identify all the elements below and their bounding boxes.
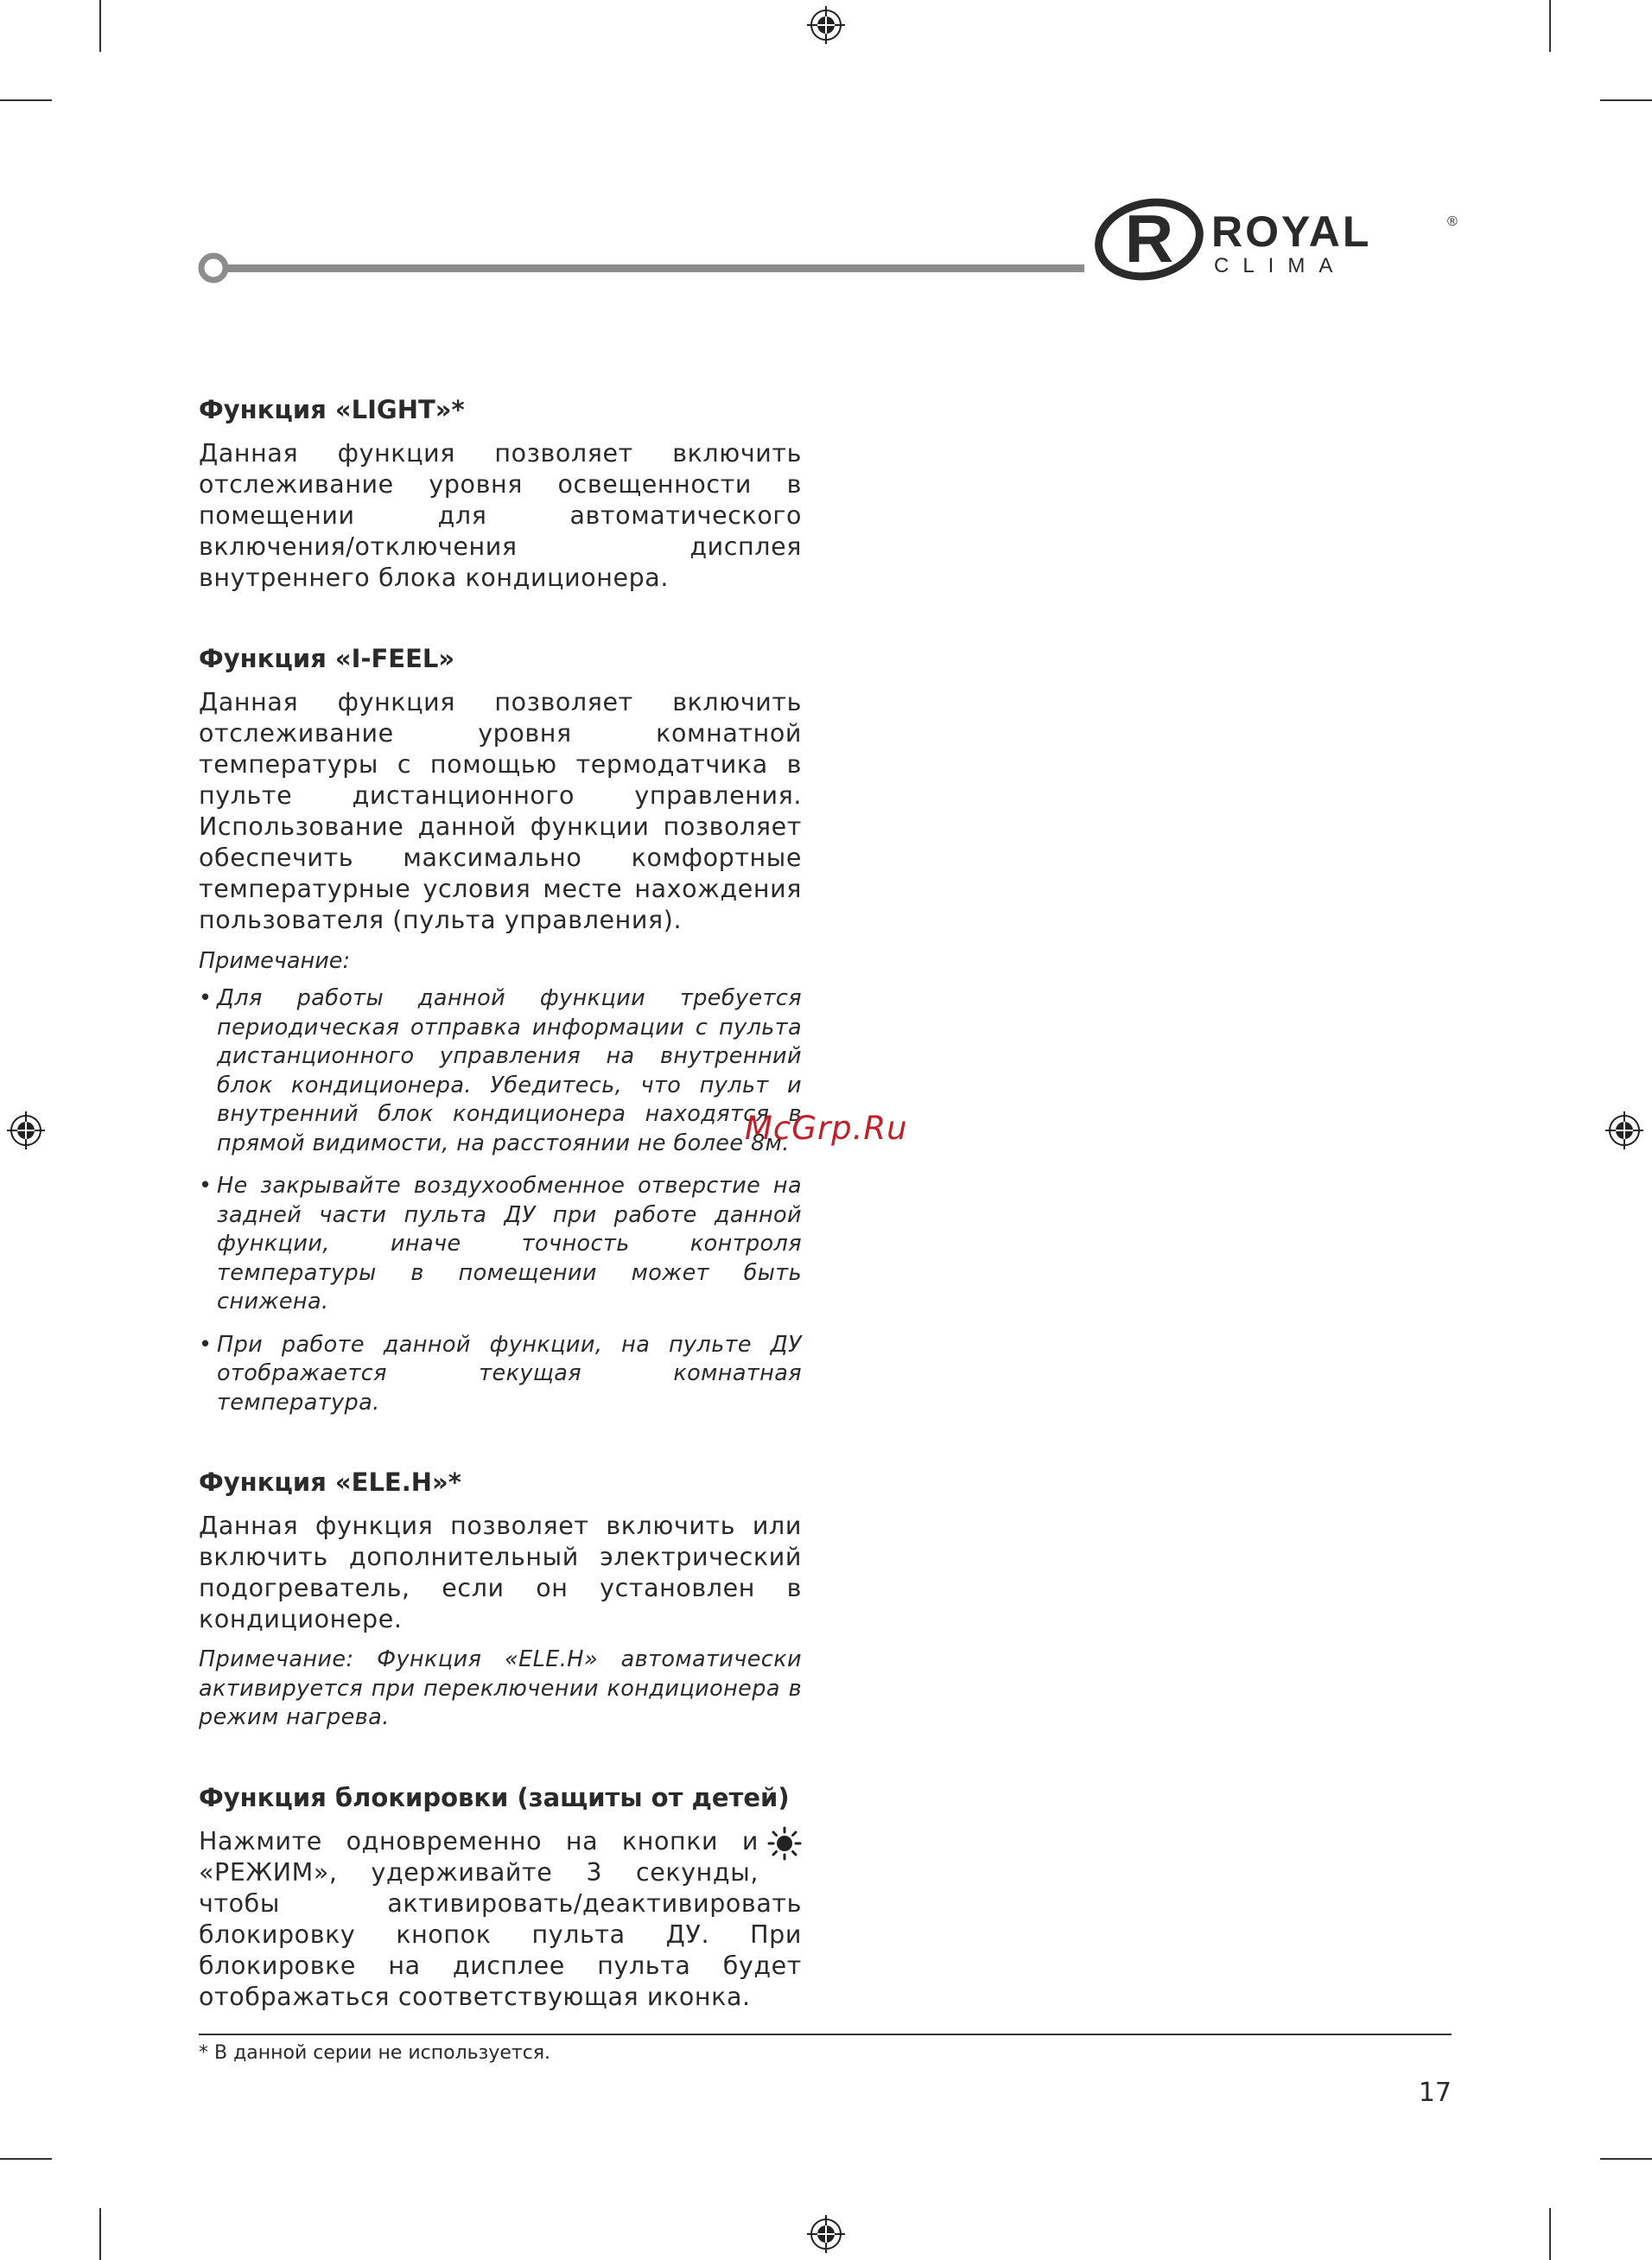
registration-mark-icon	[807, 2215, 845, 2253]
page-number: 17	[1418, 2078, 1452, 2108]
logo-subname: CLIMA	[1214, 254, 1347, 277]
crop-mark	[0, 99, 52, 101]
section-text: Данная функция позволяет включить или включить дополнительный электрический подогреватель, если он установлен в кондиционере.	[199, 1512, 802, 1633]
footnote: * В данной серии не используется.	[199, 2042, 551, 2064]
lock-text-start: Нажмите одновременно на кнопки	[199, 1826, 719, 1856]
lock-text-end: и «РЕЖИМ», удерживайте 3 секунды, чтобы активировать/деактивировать блокировку кнопок пульта ДУ. При блокировке на дисплее пульта будет отображаться соответствующая иконка.	[199, 1826, 802, 2011]
list-item: • Для работы данной функции требуется периодическая отправка информации с пульта дистанционного управления на внутренний блок кондиционера. Убедитесь, что пульт и внутренний блок кондиционера находятся в прямой видимости, на расстоянии не более 8м.	[199, 984, 802, 1158]
list-item: • Не закрывайте воздухообменное отверстие на задней части пульта ДУ при работе данной функции, иначе точность контроля температуры в помещении может быть снижена.	[199, 1172, 802, 1317]
section-text: Данная функция позволяет включить отслеживание уровня освещенности в помещении для автоматического включения/отключения дисплея внутреннего блока кондиционера.	[199, 439, 802, 592]
section-text: Данная функция позволяет включить отслеживание уровня комнатной температуры с помощью термодатчика в пульте дистанционного управления. Использование данной функции позволяет обеспечить максимально комфортные температурные условия месте нахождения пользователя (пульта управления).	[199, 688, 802, 934]
registration-mark-icon	[807, 6, 845, 44]
crop-mark	[1600, 2158, 1652, 2160]
sun-icon	[767, 1826, 802, 1861]
brand-logo	[1093, 194, 1465, 281]
section-heading: Функция «I-FEEL»	[199, 644, 455, 673]
note-label: Примечание:	[199, 948, 351, 974]
crop-mark	[0, 2158, 52, 2160]
section-heading: Функция «LIGHT»*	[199, 395, 465, 424]
crop-mark	[99, 2208, 101, 2260]
crop-mark	[1549, 2208, 1551, 2260]
section-eleh	[199, 1466, 802, 1733]
note-list	[199, 984, 802, 1417]
crop-mark	[99, 0, 101, 52]
logo-registered: ®	[1447, 214, 1458, 229]
header-rule	[194, 252, 1084, 283]
watermark: McGrp.Ru	[745, 1110, 908, 1147]
logo-letter: R	[1124, 201, 1174, 277]
list-item: • При работе данной функции, на пульте ДУ отображается текущая комнатная температура.	[199, 1331, 802, 1418]
section-ifeel	[199, 642, 802, 1417]
section-heading: Функция «ELE.H»*	[199, 1467, 461, 1497]
content-column	[199, 393, 802, 2013]
registration-mark-icon	[1605, 1111, 1643, 1149]
crop-mark	[1600, 99, 1652, 101]
section-light	[199, 393, 802, 594]
crop-mark	[1549, 0, 1551, 52]
registration-mark-icon	[7, 1111, 45, 1149]
section-note: Примечание: Функция «ELE.H» автоматически активируется при переключении кондиционера в режим нагрева.	[199, 1646, 802, 1730]
section-heading: Функция блокировки (защиты от детей)	[199, 1782, 790, 1812]
section-text	[199, 1826, 802, 2013]
logo-name: ROYAL	[1211, 207, 1372, 256]
footer-rule	[199, 2034, 1452, 2035]
section-lock	[199, 1781, 802, 2013]
